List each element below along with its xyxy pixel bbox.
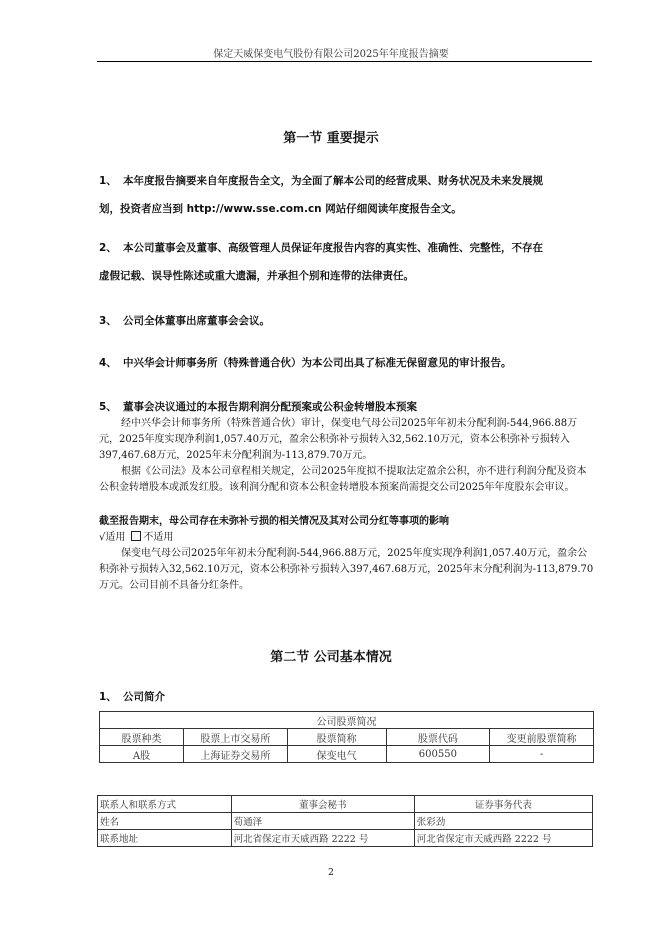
table-header-row <box>98 796 593 813</box>
contact-table <box>97 795 593 847</box>
audit-paragraph: 经中兴华会计师事务所（特殊普通合伙）审计，保变电气母公司2025年年初未分配利润-544,966.88万元，2025年度实现净利润1,057.40万元，盈余公积弥补亏损转入32,562.10万元，资本公积弥补亏损转入397,467.68万元，2025年末分配利润为-113,879.70万元。 <box>99 418 578 461</box>
table-row <box>100 746 594 763</box>
section2-title: 第二节 公司基本情况 <box>270 650 392 665</box>
table-header: 变更前股票简称 <box>490 729 594 746</box>
notice-item-1 <box>99 167 594 223</box>
loss-heading: 截至报告期末，母公司存在未弥补亏损的相关情况及其对公司分红等事项的影响 <box>99 516 449 527</box>
table-cell: 上海证券交易所 <box>183 746 287 763</box>
table-cell: 荀通泽 <box>231 813 414 830</box>
table-cell: 600550 <box>386 746 490 763</box>
table-header: 证券事务代表 <box>414 796 592 813</box>
running-header: 保定天威保变电气股份有限公司2025年年度报告摘要 <box>213 49 449 60</box>
item-number: 2、 <box>99 242 117 254</box>
notice-item-4 <box>99 349 594 377</box>
table-cell: 姓名 <box>98 813 232 830</box>
page-number: 2 <box>328 868 334 878</box>
table-header: 股票简称 <box>287 729 386 746</box>
table-cell: 河北省保定市天威西路 2222 号 <box>231 830 414 847</box>
notice-item-3 <box>99 307 594 335</box>
item-text: 本公司董事会及董事、高级管理人员保证年度报告内容的真实性、准确性、完整性，不存在 <box>123 242 543 254</box>
loss-paragraph: 保变电气母公司2025年年初未分配利润-544,966.88万元，2025年度实现净利润1,057.40万元，盈余公积弥补亏损转入32,562.10万元，资本公积弥补亏损转入397,467.68万元，2025年末分配利润为-113,879.70万元。公司目前不具备分红条件。 <box>99 548 594 591</box>
notice-item-2 <box>99 234 594 290</box>
header-rule <box>97 61 592 62</box>
applicable-checked: √适用 <box>99 532 126 543</box>
applicability-checkboxes <box>99 530 173 546</box>
table-row <box>98 813 593 830</box>
table-row <box>98 830 593 847</box>
item-number: 5、 <box>99 401 117 413</box>
item-number: 3、 <box>99 315 117 327</box>
table-cell: 联系地址 <box>98 830 232 847</box>
table-header: 股票代码 <box>386 729 490 746</box>
item-text: 董事会决议通过的本报告期利润分配预案或公积金转增股本预案 <box>123 401 417 413</box>
not-applicable-label: 不适用 <box>143 532 174 543</box>
item-text: 中兴华会计师事务所（特殊普通合伙）为本公司出具了标准无保留意见的审计报告。 <box>123 357 512 369</box>
item-number: 1、 <box>99 175 117 187</box>
table-cell: 张彩劲 <box>414 813 592 830</box>
item-text: 公司简介 <box>123 691 165 703</box>
company-profile-heading <box>99 689 594 705</box>
table-cell: - <box>490 746 594 763</box>
table-cell: 保变电气 <box>287 746 386 763</box>
table-caption: 公司股票简况 <box>100 712 594 729</box>
section1-title: 第一节 重要提示 <box>283 131 379 146</box>
table-header: 股票上市交易所 <box>183 729 287 746</box>
table-cell: A股 <box>100 746 184 763</box>
notice-item-5 <box>99 399 594 415</box>
table-header: 董事会秘书 <box>231 796 414 813</box>
table-header: 股票种类 <box>100 729 184 746</box>
table-header: 联系人和联系方式 <box>98 796 232 813</box>
stock-info-table <box>99 711 594 763</box>
item-text: 本年度报告摘要来自年度报告全文，为全面了解本公司的经营成果、财务状况及未来发展规 <box>123 175 543 187</box>
item-text: 虚假记载、误导性陈述或重大遗漏，并承担个别和连带的法律责任。 <box>99 270 414 282</box>
item-number: 4、 <box>99 357 117 369</box>
item-text: 划，投资者应当到 http://www.sse.com.cn 网站仔细阅读年度报告全文。 <box>99 203 462 215</box>
table-cell: 河北省保定市天威西路 2222 号 <box>414 830 592 847</box>
table-header-row <box>100 729 594 746</box>
distribution-paragraph: 根据《公司法》及本公司章程相关规定，公司2025年度拟不提取法定盈余公积，亦不进行利润分配及资本公积金转增股本或派发红股。该利润分配和资本公积金转增股本预案尚需提交公司2025年年度股东会审议。 <box>99 466 587 493</box>
item-number: 1、 <box>99 691 117 703</box>
checkbox-icon <box>131 531 141 541</box>
item-text: 公司全体董事出席董事会会议。 <box>123 315 270 327</box>
